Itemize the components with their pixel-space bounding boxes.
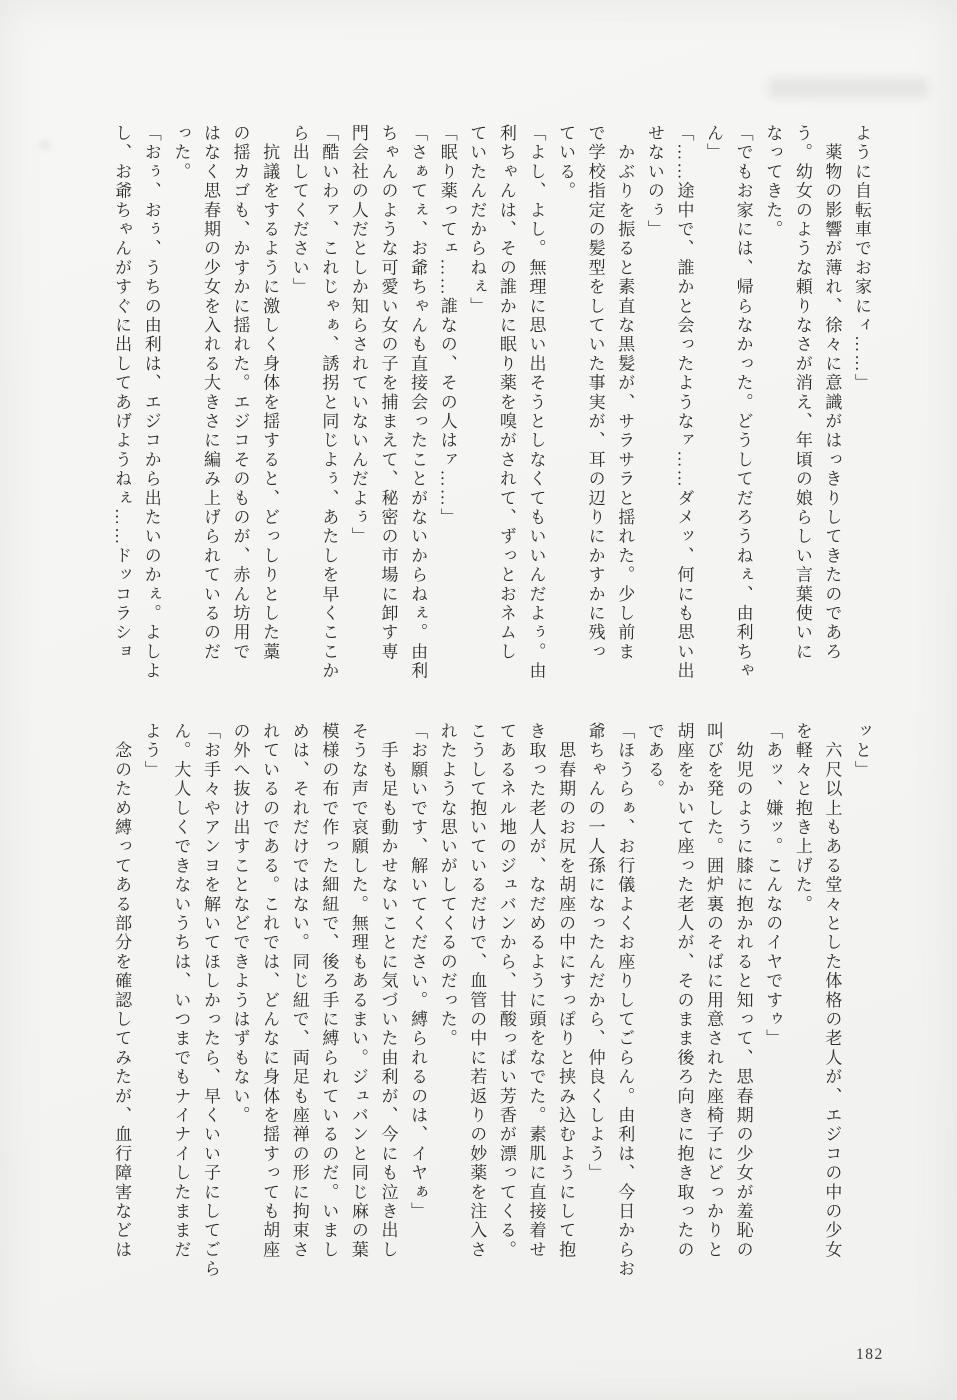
vertical-text-line: ッと」	[852, 722, 871, 780]
vertical-text-line: 胡座をかいて座った老人が、そのまま後ろ向きに抱き取ったの	[674, 722, 694, 1260]
vertical-text-line: れているのである。これでは、どんなに身体を揺すっても胡座	[260, 722, 280, 1260]
vertical-text-line: 「あッ、嫌ッ。こんなのイヤですゥ」	[763, 722, 783, 1049]
page-number: 182	[856, 1346, 884, 1363]
vertical-text-line: 利ちゃんは、その誰かに眠り薬を嗅がされて、ずっとおネムし	[496, 124, 516, 662]
ink-bleedthrough-smudge	[768, 78, 928, 98]
vertical-text-line: よう」	[141, 722, 161, 780]
vertical-text-line: し、お爺ちゃんがすぐに出してあげようねぇ……ドッコラショ	[112, 124, 132, 662]
vertical-text-line: はなく思春期の少女を入れる大きさに編み上げられているのだ	[200, 124, 220, 662]
vertical-text-line: 門会社の人だとしか知らされていないんだよぅ」	[348, 124, 368, 547]
vertical-text-line: 幼児のように膝に抱かれると知って、思春期の少女が羞恥の	[733, 722, 753, 1260]
vertical-text-line: き取った老人が、なだめるように頭をなでた。素肌に直接着せ	[526, 722, 546, 1260]
vertical-text-line: の揺カゴも、かすかに揺れた。エジコそのものが、赤ん坊用で	[230, 124, 250, 662]
vertical-text-line: を軽々と抱き上げた。	[792, 722, 812, 914]
vertical-text-line: 六尺以上もある堂々とした体格の老人が、エジコの中の少女	[822, 722, 842, 1260]
vertical-text-line: ている。	[556, 124, 576, 201]
vertical-text-line: 模様の布で作った細紐で、後ろ手に縛られているのだ。いまし	[319, 722, 339, 1260]
text-block-bottom	[106, 722, 876, 1297]
vertical-text-line: 抗議をするように激しく身体を揺すると、どっしりとした藁	[260, 124, 280, 662]
vertical-text-line: 「お願いです、解いてください。縛られるのは、イヤぁ」	[408, 722, 428, 1222]
vertical-text-line: めは、それだけではない。同じ紐で、両足も座禅の形に拘束さ	[289, 722, 309, 1260]
vertical-text-line: 叫びを発した。囲炉裏のそばに用意された座椅子にどっかりと	[704, 722, 724, 1260]
vertical-text-line: なってきた。	[763, 124, 783, 240]
vertical-text-line: 手も足も動かせないことに気づいた由利が、今にも泣き出し	[378, 722, 398, 1260]
vertical-text-line: ん」	[704, 124, 724, 163]
vertical-text-line: れたような思いがしてくるのだった。	[437, 722, 457, 1049]
vertical-text-line: 「……途中で、誰かと会ったようなァ……ダメッ、何にも思い出	[674, 124, 694, 681]
vertical-text-line: 念のため縛ってある部分を確認してみたが、血行障害などは	[112, 722, 132, 1260]
vertical-text-line: 「よし、よし。無理に思い出そうとしなくてもいいんだよぅ。由	[526, 124, 546, 681]
vertical-text-line: った。	[171, 124, 191, 182]
vertical-text-line: ん。大人しくできないうちは、いつまでもナイナイしたままだ	[171, 722, 191, 1260]
vertical-text-line: こうして抱いているだけで、血管の中に若返りの妙薬を注入さ	[467, 722, 487, 1260]
vertical-text-line: そうな声で哀願した。無理もあるまい。ジュバンと同じ麻の葉	[348, 722, 368, 1260]
vertical-text-line: せないのぅ」	[644, 124, 664, 240]
vertical-text-line: 薬物の影響が薄れ、徐々に意識がはっきりしてきたのであろ	[822, 124, 842, 662]
vertical-text-line: 「おぅ、おぅ、うちの由利は、エジコから出たいのかぇ。よしよ	[141, 124, 161, 681]
vertical-text-line: 「ほうらぁ、お行儀よくお座りしてごらん。由利は、今日からお	[615, 722, 635, 1279]
text-block-top	[106, 124, 876, 699]
vertical-text-line: 「さぁてぇ、お爺ちゃんも直接会ったことがないからねぇ。由利	[408, 124, 428, 681]
vertical-text-line: ちゃんのような可愛い女の子を捕まえて、秘密の市場に卸す専	[378, 124, 398, 662]
vertical-text-line: 「眠り薬ってェ……誰なの、その人はァ……」	[437, 124, 457, 528]
vertical-text-line: ように自転車でお家にィ……」	[852, 124, 871, 393]
vertical-text-line: である。	[644, 722, 664, 799]
scan-speck	[40, 140, 50, 150]
vertical-text-line: の外へ抜け出すことなどできようはずもない。	[230, 722, 250, 1126]
vertical-text-line: かぶりを振ると素直な黒髪が、サラサラと揺れた。少し前ま	[615, 124, 635, 662]
vertical-text-line: 「お手々やアンヨを解いてほしかったら、早くいい子にしてごら	[200, 722, 220, 1279]
vertical-text-line: 思春期のお尻を胡座の中にすっぽりと挟み込むようにして抱	[556, 722, 576, 1260]
vertical-text-line: 「酷いわァ、これじゃぁ、誘拐と同じよぅ、あたしを早くここか	[319, 124, 339, 681]
vertical-text-line: で学校指定の髪型をしていた事実が、耳の辺りにかすかに残っ	[585, 124, 605, 662]
vertical-text-line: ていたんだからねぇ」	[467, 124, 487, 316]
vertical-text-line: てあるネル地のジュバンから、甘酸っぱい芳香が漂ってくる。	[496, 722, 516, 1260]
vertical-text-line: 「でもお家には、帰らなかった。どうしてだろうねぇ、由利ちゃ	[733, 124, 753, 681]
vertical-text-line: う。幼女のような頼りなさが消え、年頃の娘らしい言葉使いに	[792, 124, 812, 662]
vertical-text-line: 爺ちゃんの一人孫になったんだから、仲良くしよう」	[585, 722, 605, 1183]
vertical-text-line: ら出してください」	[289, 124, 309, 297]
